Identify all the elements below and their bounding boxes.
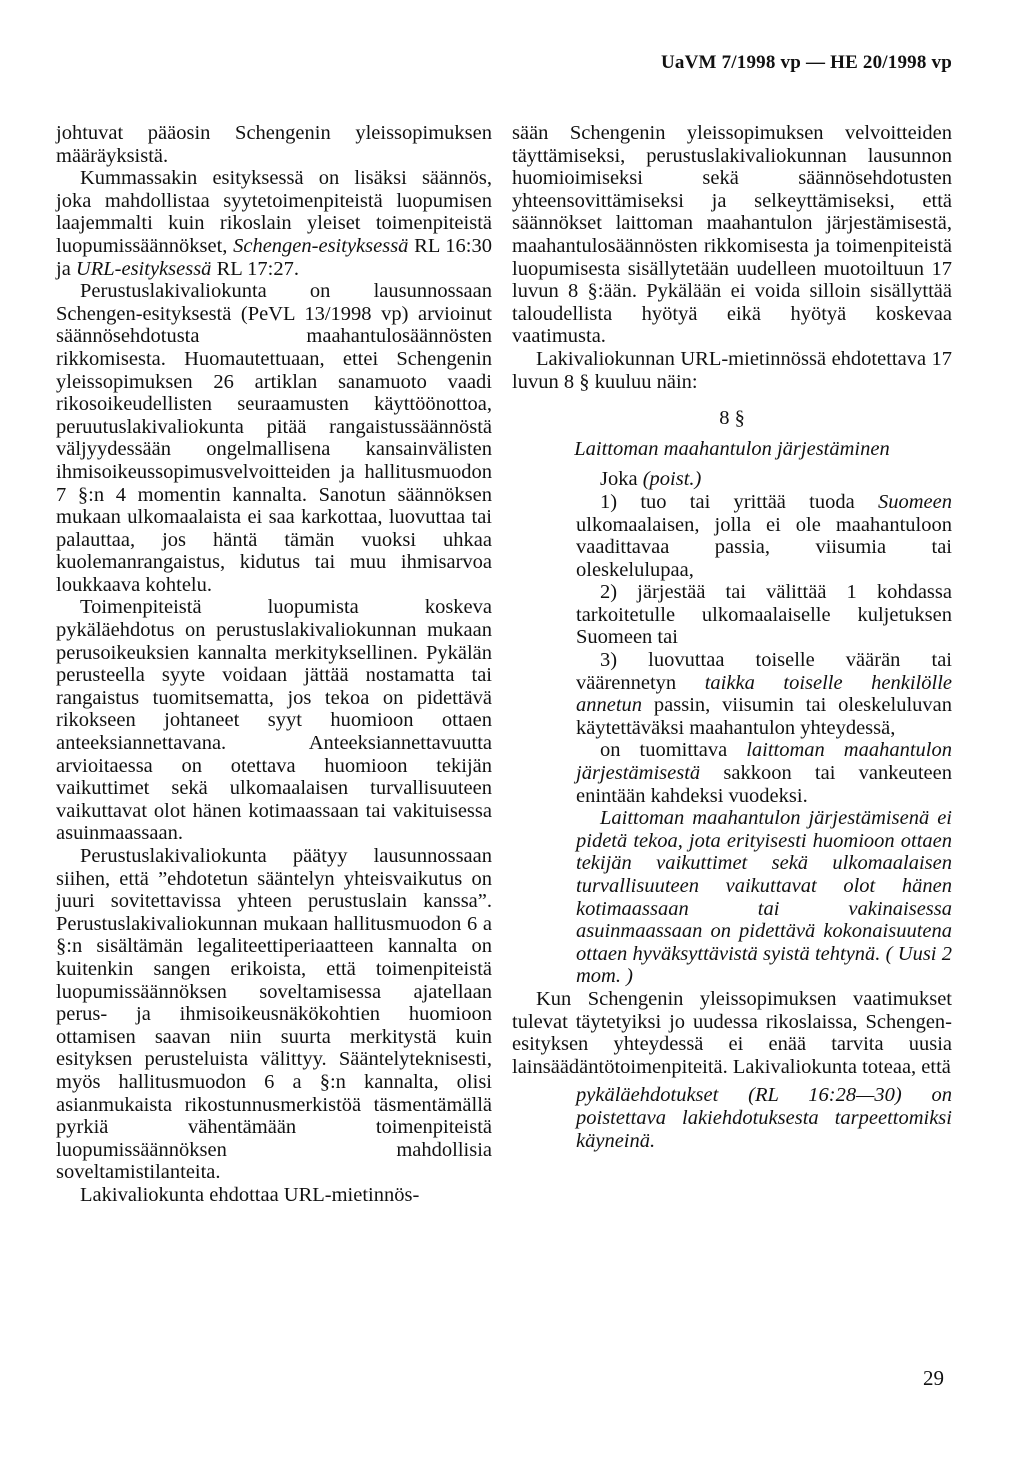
section-sign: 8 § xyxy=(719,407,745,430)
emphasis: URL-esityksessä xyxy=(75,257,212,280)
paragraph: sään Schengenin yleissopimuksen velvoitteiden täyttämiseksi, perustuslakivaliokunnan lausunnon huomioimiseksi sekä säännösehdotusten yhteensovittämiseksi ja selkeyttämiseksi, että säännökset laittoman maahantulon järjestämisestä, maahantulosäännösten rikkomisesta ja toimenpiteistä luopumisesta sisällytetään uudelleen muotoiltuun 17 luvun 8 §:ään. Pykälään ei voida silloin sisällyttää taloudellista hyötyä eikä hyötyä koskevaa vaatimusta. xyxy=(512,122,952,348)
section-title: Laittoman maahantulon järjestäminen xyxy=(574,437,890,460)
emphasis: laittoman maahantulon järjestämisestä xyxy=(576,739,952,785)
text-run: RL 17:27. xyxy=(211,257,299,280)
law-item xyxy=(576,649,952,739)
text-run: on tuomittava xyxy=(600,739,747,762)
left-column xyxy=(56,122,492,1207)
law-penalty xyxy=(576,739,952,807)
page-number: 29 xyxy=(923,1366,944,1390)
text-run: 3) luovuttaa toiselle väärän tai väärennetyn xyxy=(576,649,952,694)
paragraph: Kun Schengenin yleissopimuksen vaatimukset tulevat täytetyiksi jo uudessa rikoslaissa, Schengen-esityksen yhteydessä ei enää tarvita uusia lainsäädäntötoimenpiteitä. Lakivaliokunta toteaa, että xyxy=(512,987,952,1078)
paragraph: Lakivaliokunnan URL-mietinnössä ehdotettava 17 luvun 8 § kuuluu näin: xyxy=(512,347,952,393)
text-run: ulkomaalaisen, jolla ei ole maahantuloon vaadittavaa passia, viisumia tai oleskelulupaa, xyxy=(576,513,952,581)
text-run: passin, viisumin tai oleskeluluvan käytettäväksi maahantulon yhteydessä, xyxy=(576,694,952,739)
paragraph: Perustuslakivaliokunta päätyy lausunnossaan siihen, että ”ehdotetun sääntelyn yhteisvaikutus on juuri sovitettavissa yhteen perustuslain kanssa”. Perustuslakivaliokunnan mukaan hallitusmuodon 6 a §:n sisältämän legaliteettiperiaatteen kannalta on kuitenkin sangen erikoista, että toimenpiteistä luopumissäännöksen soveltamisessa ajatellaan perus- ja ihmisoikeusnäkökohtien huomioon ottamisen saavan niin suurta merkitystä kuin esityksen perusteluista välittyy. Sääntelyteknisesti, myös hallitusmuodon 6 a §:n kannalta, olisi asianmukaista rikostunnusmerkistöä täsmentämällä pyrkiä vähentämään toimenpiteistä luopumissäännöksen mahdollisia soveltamistilanteita. xyxy=(56,845,492,1184)
emphasis: Laittoman maahantulon järjestämisenä ei pidetä tekoa, jota erityisesti huomioon ottaen tekijän vaikuttimet sekä ulkomaalaisen turvallisuuteen vaikuttavat olot hänen kotimaassaan tai vakinaisessa asuinmaassaan on pidettävä kokonaisuutena ottaen hyväksyttävistä syistä tehtynä. ( Uusi 2 mom. ) xyxy=(576,807,952,988)
right-column xyxy=(512,122,952,1152)
text-run: RL 16:30 ja xyxy=(56,234,492,280)
law-item: 2) järjestää tai välittää 1 kohdassa tarkoitetulle ulkomaalaiselle kuljetuksen Suomeen tai xyxy=(576,581,952,649)
text-run: Joka xyxy=(600,468,643,491)
law-item xyxy=(576,491,952,581)
proposal-text: pykäläehdotukset (RL 16:28—30) on poistettava lakiehdotuksesta tarpeettomiksi käyneinä. xyxy=(576,1084,952,1152)
paragraph: Perustuslakivaliokunta on lausunnossaan Schengen-esityksestä (PeVL 13/1998 vp) arvioinut säännösehdotusta maahantulosäännösten rikkomisesta. Huomautettuaan, ettei Schengenin yleissopimuksen 26 artiklan sanamuoto vaadi rikosoikeudellisten seuraamusten käyttöönottoa, peruutuslakivaliokunta pitää rangaistussäännöstä väljyydessään ongelmallisena kansainvälisten ihmisoikeussopimusvelvoitteiden ja hallitusmuodon 7 §:n 4 momentin kannalta. Sanotun säännöksen mukaan ulkomaalaista ei saa karkottaa, luovuttaa tai palauttaa, jos häntä tämän vuoksi uhkaa kuolemanrangaistus, kidutus tai muu ihmisarvoa loukkaava kohtelu. xyxy=(56,280,492,596)
law-text xyxy=(512,468,952,988)
emphasis: taikka toiselle henkilölle annetun xyxy=(576,671,952,717)
running-header: UaVM 7/1998 vp — HE 20/1998 vp xyxy=(660,52,952,73)
paragraph xyxy=(56,167,492,280)
text-run: sakkoon tai vankeuteen enintään kahdeksi vuodeksi. xyxy=(576,762,952,807)
law-intro xyxy=(576,468,952,491)
emphasis: Suomeen xyxy=(877,490,952,513)
text-run: 1) tuo tai yrittää tuoda xyxy=(600,490,878,513)
text-run: Kummassakin esityksessä on lisäksi säännös, joka mahdollistaa syytetoimenpiteistä luopumisen laajemmalti kuin rikoslain yleiset toimenpiteistä luopumissäännökset, xyxy=(56,167,492,257)
emphasis: Schengen-esityksessä xyxy=(233,234,409,257)
paragraph: johtuvat pääosin Schengenin yleissopimuksen määräyksistä. xyxy=(56,122,492,167)
emphasis: (poist.) xyxy=(642,468,702,491)
paragraph: Toimenpiteistä luopumista koskeva pykäläehdotus on perustuslakivaliokunnan mukaan perusoikeuksien kannalta merkityksellinen. Pykälän perusteella syyte voidaan jättää nostamatta tai rangaistus tuomitsematta, jos tekoa on pidettävä rikokseen johtaneet syyt huomioon ottaen anteeksiannettavana. Anteeksiannettavuutta arvioitaessa on otettava huomioon tekijän vaikuttimet sekä ulkomaalaisen turvallisuuteen vaikuttavat olot hänen kotimaassaan tai vakituisessa asuinmaassaan. xyxy=(56,596,492,845)
law-moment-2 xyxy=(576,807,952,988)
paragraph: Lakivaliokunta ehdottaa URL-mietinnös- xyxy=(80,1183,420,1206)
